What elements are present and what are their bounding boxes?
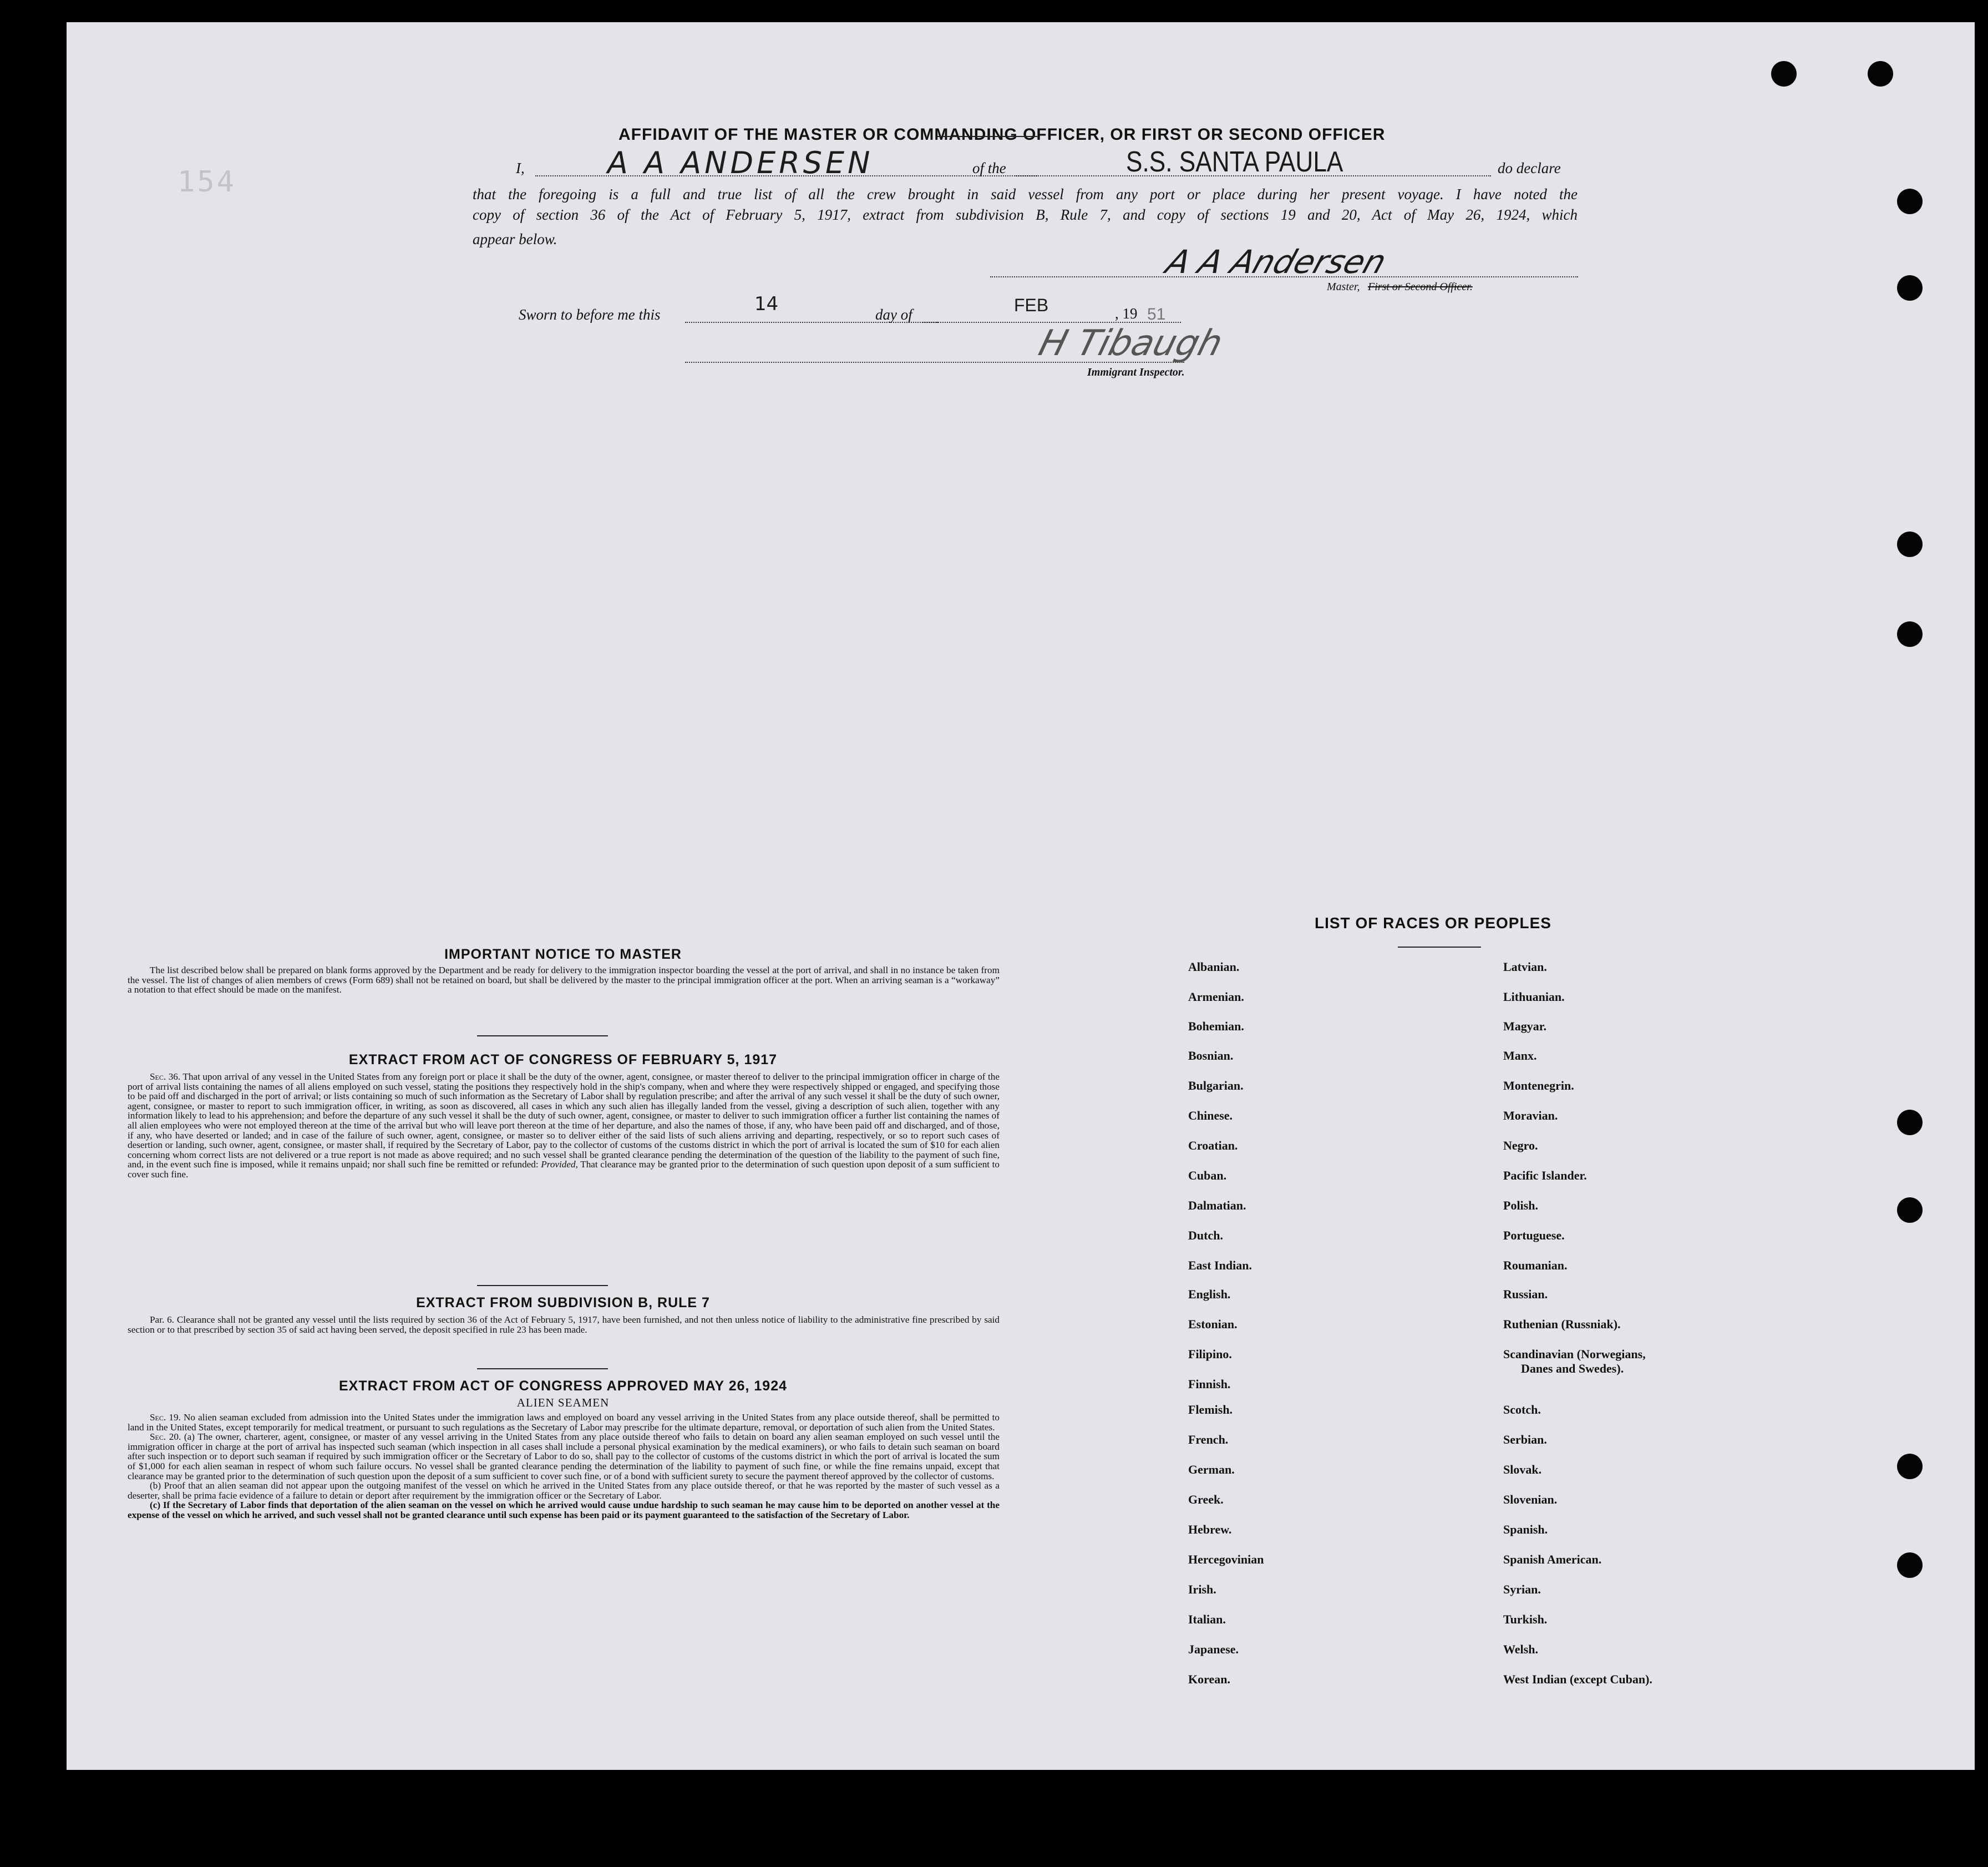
- race-item: Dutch.: [1188, 1228, 1223, 1242]
- inspector-label: Immigrant Inspector.: [1087, 366, 1185, 378]
- race-item: Spanish American.: [1503, 1552, 1602, 1566]
- affidavit-title: AFFIDAVIT OF THE MASTER OR COMMANDING OFFICER, OR FIRST OR SECOND OFFICER: [618, 125, 1386, 144]
- of-the-label: of the: [972, 160, 1006, 176]
- notice-text: The list described below shall be prepared on blank forms approved by the Department and be ready for delivery to the immigration inspector boarding the vessel at the port of arrival, and shall in no instance be taken from the vessel. The list of changes of alien members of crews (Form 689) shall not be retained on board, but shall be delivered by the master to the principal immigration officer at the port. When an arriving seaman is a “workaway” a notation to that effect should be made on the manifest.: [128, 965, 1000, 995]
- struck-officer-label: First or Second Officer.: [1368, 281, 1473, 293]
- day-of-label: day of: [875, 306, 912, 323]
- race-item: Polish.: [1503, 1198, 1538, 1212]
- rule-7-title: EXTRACT FROM SUBDIVISION B, RULE 7: [416, 1295, 710, 1311]
- sec-36-label: Sec. 36.: [150, 1071, 181, 1082]
- do-declare-label: do declare: [1498, 160, 1561, 176]
- race-item: Estonian.: [1188, 1317, 1238, 1331]
- margin-page-number: 154: [178, 165, 236, 199]
- race-item: Croatian.: [1188, 1139, 1238, 1152]
- race-item: Montenegrin.: [1503, 1079, 1574, 1092]
- race-item: Syrian.: [1503, 1582, 1541, 1596]
- race-item: Hebrew.: [1188, 1522, 1232, 1536]
- alien-seamen-subtitle: ALIEN SEAMEN: [516, 1396, 610, 1409]
- race-item: Slovak.: [1503, 1463, 1542, 1476]
- affidavit-line-2: that the foregoing is a full and true list of all the crew brought in said vessel from any port or place during her present voyage. I have noted the: [473, 186, 1578, 203]
- title-underline: [937, 136, 1037, 137]
- race-item: German.: [1188, 1463, 1235, 1476]
- race-item: Flemish.: [1188, 1403, 1233, 1416]
- race-item: Slovenian.: [1503, 1492, 1558, 1506]
- master-label: Master,: [1327, 281, 1360, 293]
- sec-19: [128, 1413, 1000, 1432]
- sec-20a: [128, 1432, 1000, 1481]
- race-item: Latvian.: [1503, 960, 1547, 974]
- extract-1917-title: EXTRACT FROM ACT OF CONGRESS OF FEBRUARY 5, 1917: [348, 1052, 778, 1067]
- year-suffix: 51: [1147, 305, 1166, 323]
- extract-1924-title: EXTRACT FROM ACT OF CONGRESS APPROVED MAY 26, 1924: [338, 1378, 788, 1394]
- race-item: Welsh.: [1503, 1642, 1538, 1656]
- race-item: Roumanian.: [1503, 1258, 1568, 1272]
- race-item: Armenian.: [1188, 990, 1244, 1004]
- race-item: Lithuanian.: [1503, 990, 1565, 1004]
- inspector-signature: H Tibaugh: [1034, 323, 1227, 364]
- punch-hole: [1897, 1110, 1923, 1135]
- race-item: Dalmatian.: [1188, 1198, 1246, 1212]
- sec-36-body: That upon arrival of any vessel in the United States from any foreign port or place it shall be the duty of the owner, agent, consignee, or master thereof to deliver to the principal immigration officer in charge of the port of arrival lists containing the names of all aliens employed on such vessel, stating the positions they respectively hold in the ship's company, when and where they were respectively shipped or engaged, and specifying those to be paid off and discharged in the port of arrival; or lists containing so much of such information as the Secretary of Labor shall by regulation prescribe; and after the arrival of any such vessel it shall be the duty of such owner, agent, consignee, or master to report to such immigration officer, in writing, as soon as discovered, all cases in which any such alien has illegally landed from the vessel, giving a description of such alien, together with any information likely to lead to his apprehension; and before the departure of any such vessel it shall be the duty of such owner, agent, consignee, or master to deliver to such immigration officer a further list containing the names of all alien employees who were not employed thereon at the time of the arrival but who will leave port thereon at the time of her departure, and also the names of those, if any, who have been paid off and discharged, and of those, if any, who have deserted or landed; and in case of the failure of such owner, agent, consignee, or master so to deliver either of the said lists of such aliens arriving and departing, respectively, or so to report such cases of desertion or landing, such owner, agent, consignee, or master shall, if required by the Secretary of Labor, pay to the collector of customs of the customs district in which the port of arrival is located the sum of $10 for each alien concerning whom correct lists are not delivered or a true report is not made as above required; and no such vessel shall be granted clearance pending the determination of the question of the liability to the payment of such fine, and, in the event such fine is imposed, while it remains unpaid; nor shall such fine be remitted or refunded:: [128, 1071, 1000, 1170]
- race-item: Turkish.: [1503, 1612, 1548, 1626]
- sec-19-label: Sec. 19.: [150, 1412, 181, 1423]
- race-item: Filipino.: [1188, 1347, 1232, 1361]
- race-item: Irish.: [1188, 1582, 1216, 1596]
- race-item: Spanish.: [1503, 1522, 1548, 1536]
- punch-hole: [1897, 532, 1923, 557]
- punch-hole: [1897, 189, 1923, 214]
- par-6-body: Clearance shall not be granted any vessel until the lists required by section 36 of the Act of February 5, 1917, have been furnished, and not then unless notice of liability to the administrative fine prescribed by said section or to that prescribed by section 35 of said act having been served, the deposit specified in rule 23 has been made.: [128, 1314, 1000, 1335]
- races-title-underline: [1398, 947, 1481, 948]
- race-item: Serbian.: [1503, 1433, 1547, 1446]
- race-item: Albanian.: [1188, 960, 1240, 974]
- race-item: East Indian.: [1188, 1258, 1252, 1272]
- race-item: Scotch.: [1503, 1403, 1541, 1416]
- divider: [477, 1368, 608, 1369]
- race-item: Negro.: [1503, 1139, 1538, 1152]
- race-item: Cuban.: [1188, 1168, 1227, 1182]
- provided-word: Provided,: [541, 1159, 578, 1170]
- race-item: Italian.: [1188, 1612, 1226, 1626]
- extract-1924-body: [128, 1413, 1000, 1520]
- affidavit-line-4: appear below.: [473, 231, 557, 247]
- sworn-month: FEB: [1014, 295, 1049, 315]
- punch-hole: [1897, 275, 1923, 301]
- race-item: Bosnian.: [1188, 1049, 1234, 1062]
- sec-19-body: No alien seaman excluded from admission into the United States under the immigration laws and employed on board any vessel arriving in the United States from any place outside thereof, shall be permitted to land in the United States, except temporarily for medical treatment, or pursuant to such regulations as the Secretary of Labor may prescribe for the ultimate departure, removal, or deportation of such alien from the United States.: [128, 1412, 1000, 1433]
- race-item: Russian.: [1503, 1287, 1548, 1301]
- race-item: Magyar.: [1503, 1019, 1547, 1033]
- race-item: French.: [1188, 1433, 1229, 1446]
- race-item: Portuguese.: [1503, 1228, 1565, 1242]
- punch-hole: [1897, 1552, 1923, 1578]
- race-item: English.: [1188, 1287, 1231, 1301]
- par-6-label: Par. 6.: [150, 1314, 174, 1325]
- race-item: Scandinavian (Norwegians,: [1503, 1347, 1646, 1361]
- race-item: Korean.: [1188, 1672, 1230, 1686]
- race-item: Japanese.: [1188, 1642, 1239, 1656]
- sec-20-label: Sec. 20.: [150, 1431, 181, 1443]
- rule-7-text: [128, 1315, 1000, 1334]
- sec-20a-body: (a) The owner, charterer, agent, consignee, or master of any vessel arriving in the United States from any place outside thereof who fails to detain on board any alien seaman employed on such vessel until the immigration officer in charge at the port of arrival has inspected such seaman (which inspection in all cases shall include a personal physical examination by the medical examiners), or who fails to detain such seaman on board after such inspection or to deport such seaman if required by such immigration officer or the Secretary of Labor to do so, shall pay to the collector of customs of the customs district in which the port of arrival is located the sum of $1,000 for each alien seaman in respect of whom such failure occurs. No vessel shall be granted clearance pending the determination of the liability to payment of such fine, or while the fine remains unpaid, except that clearance may be granted prior to the determination of such question upon the deposit of a sum sufficient to cover such fine, or of a bond with sufficient surety to secure the payment thereof approved by the collector of customs.: [128, 1431, 1000, 1481]
- race-item: Bohemian.: [1188, 1019, 1244, 1033]
- sec-36-end: That clearance may be granted prior to the determination of such question upon deposit of a sum sufficient to cover such fine.: [128, 1159, 1000, 1180]
- race-item: Hercegovinian: [1188, 1552, 1264, 1566]
- race-item-continuation: Danes and Swedes).: [1521, 1362, 1624, 1375]
- punch-hole: [1897, 1197, 1923, 1223]
- affidavit-line-3: copy of section 36 of the Act of February 5, 1917, extract from subdivision B, Rule 7, and copy of sections 19 and 20, Act of May 26, 1924, which: [473, 206, 1578, 223]
- race-item: Finnish.: [1188, 1377, 1231, 1391]
- divider: [477, 1035, 608, 1036]
- divider: [477, 1285, 608, 1286]
- sec-20b: (b) Proof that an alien seaman did not appear upon the outgoing manifest of the vessel on which he arrived in the United States from any place outside thereof, or that he was reported by the master of such vessel as a deserter, shall be prima facie evidence of a failure to detain or deport after requirement by the immigration officer or the Secretary of Labor.: [128, 1480, 1000, 1501]
- race-item: Bulgarian.: [1188, 1079, 1244, 1092]
- race-item: Greek.: [1188, 1492, 1224, 1506]
- vessel-name-stamp: S.S. SANTA PAULA: [1126, 146, 1343, 178]
- sec-20c: (c) If the Secretary of Labor finds that deportation of the alien seaman on the vessel on which he arrived would cause undue hardship to such seaman he may cause him to be deported on another vessel at the expense of the vessel on which he arrived, and such vessel shall not be granted clearance until such expense has been paid or its payment guaranteed to the satisfaction of the Secretary of Labor.: [128, 1500, 1000, 1520]
- race-item: Ruthenian (Russniak).: [1503, 1317, 1621, 1331]
- punch-hole: [1897, 621, 1923, 647]
- race-item: Pacific Islander.: [1503, 1168, 1587, 1182]
- punch-hole: [1771, 61, 1797, 87]
- races-title: LIST OF RACES OR PEOPLES: [1315, 914, 1551, 932]
- master-signature: A A Andersen: [1161, 243, 1391, 281]
- race-item: Manx.: [1503, 1049, 1537, 1062]
- sworn-day: 14: [754, 293, 779, 315]
- race-item: Moravian.: [1503, 1109, 1558, 1122]
- master-name: A A ANDERSEN: [607, 145, 874, 180]
- punch-hole: [1897, 1454, 1923, 1479]
- race-item: Chinese.: [1188, 1109, 1233, 1122]
- extract-1917-text: [128, 1072, 1000, 1180]
- punch-hole: [1868, 61, 1893, 87]
- notice-title: IMPORTANT NOTICE TO MASTER: [444, 947, 682, 962]
- race-item: West Indian (except Cuban).: [1503, 1672, 1652, 1686]
- i-prefix: I,: [516, 160, 525, 176]
- document-sheet: [67, 22, 1975, 1770]
- sworn-prefix: Sworn to before me this: [519, 306, 661, 323]
- year-prefix: , 19: [1115, 305, 1138, 322]
